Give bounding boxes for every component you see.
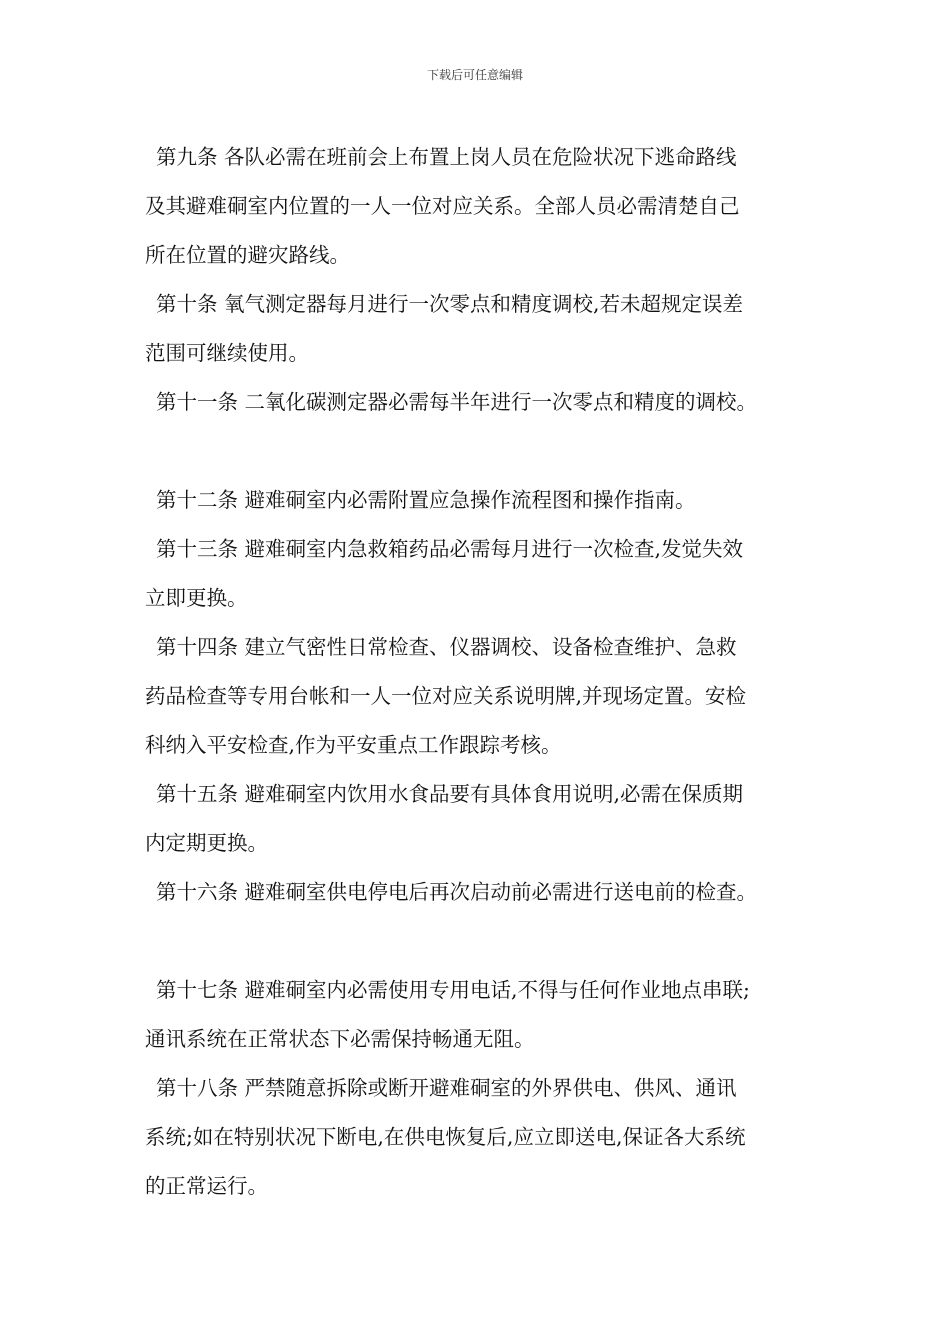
article-14-line-1: 第十四条 建立气密性日常检查、仪器调校、设备检查维护、急救 [156,635,737,659]
article-10-line-2: 范围可继续使用。 [145,341,309,365]
article-18-line-1: 第十八条 严禁随意拆除或断开避难硐室的外界供电、供风、通讯 [156,1076,737,1100]
article-17-line-1: 第十七条 避难硐室内必需使用专用电话,不得与任何作业地点串联; [156,978,750,1002]
article-9-line-1: 第九条 各队必需在班前会上布置上岗人员在危险状况下逃命路线 [156,145,737,169]
article-14-line-2: 药品检查等专用台帐和一人一位对应关系说明牌,并现场定置。安检 [145,684,747,708]
document-body [145,133,817,1211]
article-18-line-2: 系统;如在特别状况下断电,在供电恢复后,应立即送电,保证各大系统 [145,1125,746,1149]
article-15-line-2: 内定期更换。 [145,831,268,855]
article-11-line-1: 第十一条 二氧化碳测定器必需每半年进行一次零点和精度的调校。 [156,390,758,414]
paragraph-gap [145,427,817,476]
article-13-line-1: 第十三条 避难硐室内急救箱药品必需每月进行一次检查,发觉失效 [156,537,744,561]
article-15-line-1: 第十五条 避难硐室内饮用水食品要有具体食用说明,必需在保质期 [156,782,744,806]
article-9-line-3: 所在位置的避灾路线。 [145,243,350,267]
article-9-line-2: 及其避难硐室内位置的一人一位对应关系。全部人员必需清楚自己 [145,194,740,218]
article-14-line-3: 科纳入平安检查,作为平安重点工作跟踪考核。 [145,733,562,757]
article-16-line-1: 第十六条 避难硐室供电停电后再次启动前必需进行送电前的检查。 [156,880,758,904]
article-13-line-2: 立即更换。 [145,586,248,610]
page-header: 下载后可任意编辑 [426,68,523,82]
article-10-line-1: 第十条 氧气测定器每月进行一次零点和精度调校,若未超规定误差 [156,292,744,316]
paragraph-gap [145,917,817,966]
article-12-line-1: 第十二条 避难硐室内必需附置应急操作流程图和操作指南。 [156,488,696,512]
article-17-line-2: 通讯系统在正常状态下必需保持畅通无阻。 [145,1027,535,1051]
article-18-line-3: 的正常运行。 [145,1174,268,1198]
